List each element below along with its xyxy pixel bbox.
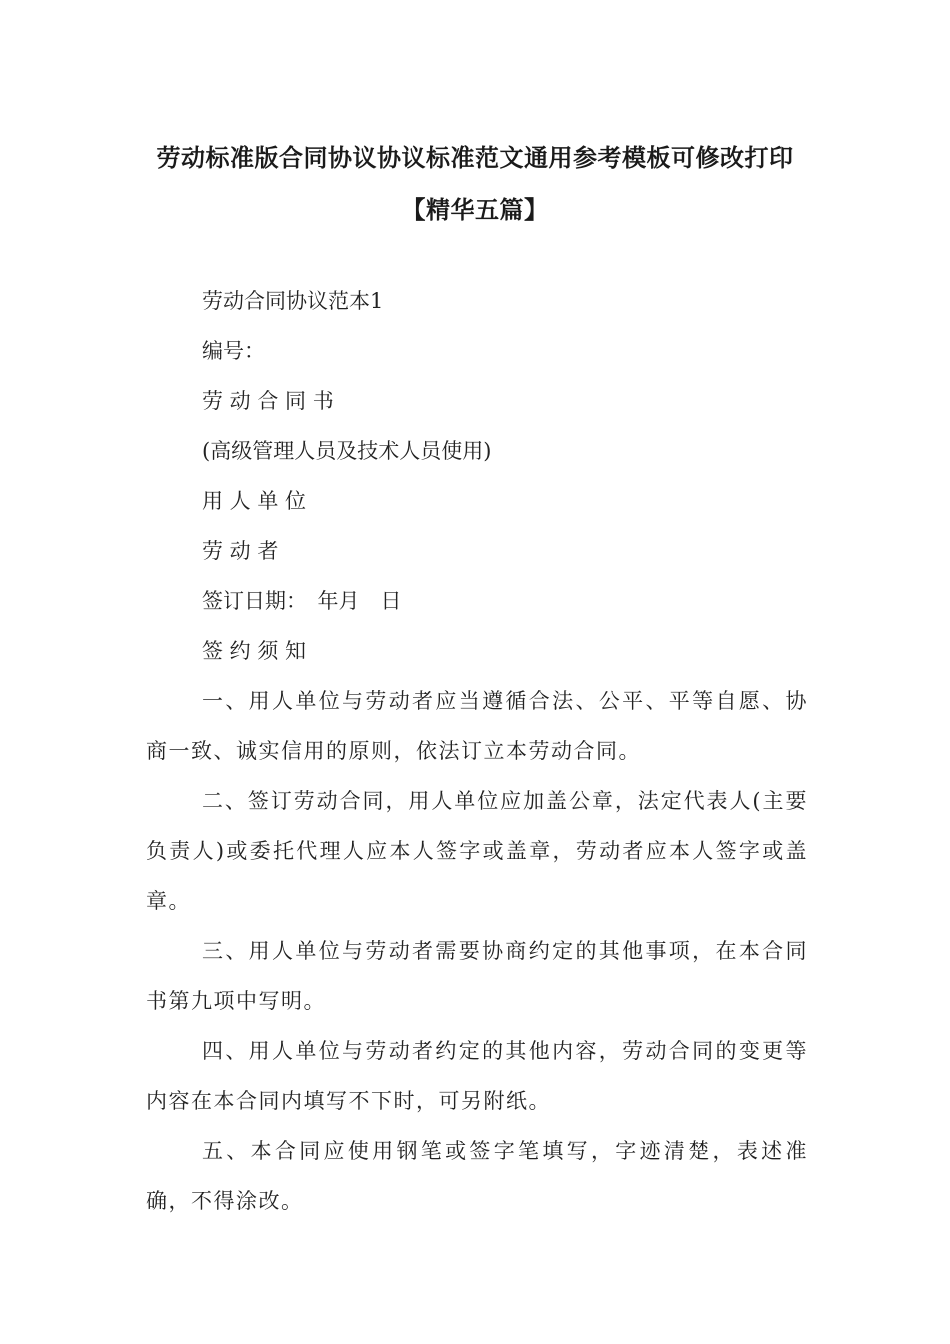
notice-paragraph: 四、用人单位与劳动者约定的其他内容，劳动合同的变更等内容在本合同内填写不下时，可另附纸。 <box>146 1039 808 1113</box>
number-label: 编号： <box>202 339 265 363</box>
usage-note: (高级管理人员及技术人员使用) <box>202 439 492 463</box>
sign-date-label: 签订日期： 年月 日 <box>202 589 402 613</box>
notice-paragraph: 三、用人单位与劳动者需要协商约定的其他事项，在本合同书第九项中写明。 <box>146 939 808 1013</box>
notice-paragraph: 五、本合同应使用钢笔或签字笔填写，字迹清楚，表述准确，不得涂改。 <box>146 1139 808 1213</box>
sample-heading: 劳动合同协议范本1 <box>202 289 384 313</box>
employer-label: 用 人 单 位 <box>202 489 307 513</box>
notice-paragraph: 二、签订劳动合同，用人单位应加盖公章，法定代表人(主要负责人)或委托代理人应本人签字或盖章，劳动者应本人签字或盖章。 <box>146 789 808 913</box>
notice-paragraph: 一、用人单位与劳动者应当遵循合法、公平、平等自愿、协商一致、诚实信用的原则，依法订立本劳动合同。 <box>146 689 808 763</box>
laborer-label: 劳 动 者 <box>202 539 279 563</box>
contract-book-heading: 劳 动 合 同 书 <box>202 389 334 413</box>
document-body <box>146 276 808 1226</box>
notice-heading: 签 约 须 知 <box>202 639 307 663</box>
document-title: 劳动标准版合同协议协议标准范文通用参考模板可修改打印【精华五篇】 <box>156 144 794 224</box>
